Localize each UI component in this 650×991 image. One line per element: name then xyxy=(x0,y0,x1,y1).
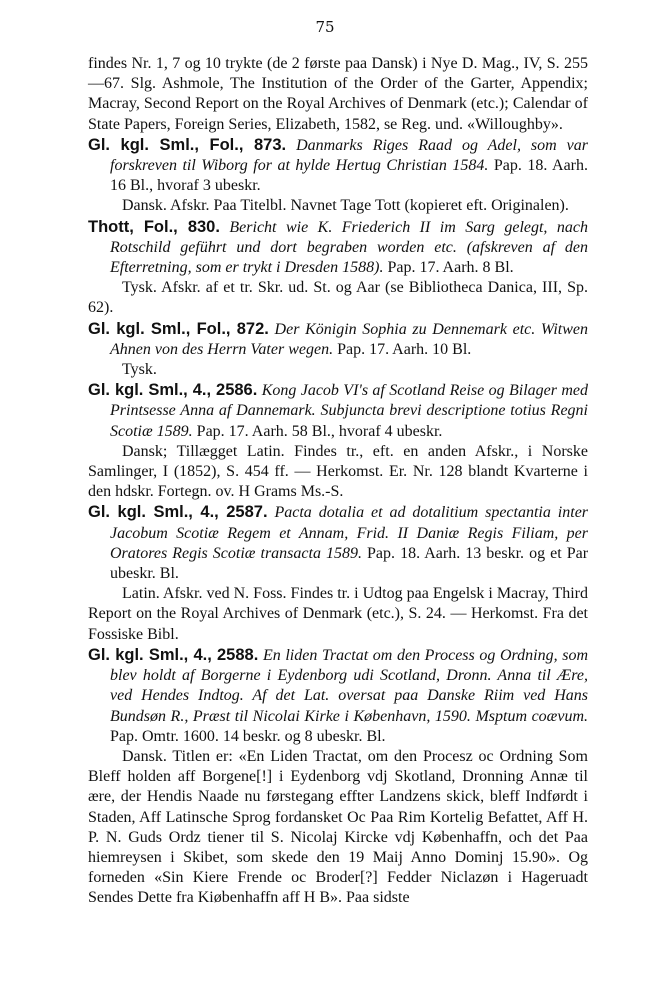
catalog-entry xyxy=(88,645,588,909)
catalog-entry xyxy=(88,319,588,381)
entry-title: Pacta dotalia et ad dotalitium spectantia inter Jacobum Scotiæ Regem et Annam, Frid. II Daniæ Regis Filiam, per Oratores Regis Scotiæ transacta 1589. xyxy=(110,504,589,562)
entry-note: Tysk. xyxy=(122,361,157,379)
entry-main xyxy=(88,319,588,360)
entry-heading: Gl. kgl. Sml., Fol., 873. xyxy=(88,135,287,154)
entry-title: Bericht wie K. Friederich II im Sarg gelegt, nach Rotschild geführt und dort begraben worden etc. (afskreven af den Efterretning, som er trykt i Dresden 1588). xyxy=(110,218,589,277)
catalog-entry xyxy=(88,217,588,319)
entry-note: Latin. Afskr. ved N. Foss. Findes tr. i Udtog paa Engelsk i Macray, Third Report on the Royal Archives of Denmark (etc.), S. 24. — Herkomst. Fra det Fossiske Bibl. xyxy=(88,585,588,643)
entry-title: Kong Jacob VI's af Scotland Reise og Bilager med Printsesse Anna af Dannemark. Subjuncta brevi descriptione totius Regni Scotiæ 1589. xyxy=(110,382,589,440)
entry-heading: Gl. kgl. Sml., 4., 2586. xyxy=(88,381,258,400)
catalog-entry xyxy=(88,380,588,502)
document-body xyxy=(88,54,588,909)
entry-title: En liden Tractat om den Process og Ordning, som blev holdt af Borgerne i Eydenborg udi Scotland, Dronn. Anna til Ære, ved Hendes Indtog. Af det Lat. oversat paa Danske Riim ved Hans Bundsøn R., Præst til Nicolai Kirke i København, 1590. Msptum coævum. xyxy=(110,646,589,725)
entry-note: Dansk; Tillægget Latin. Findes tr., eft. en anden Afskr., i Norske Samlinger, I (1852), S. 454 ff. — Herkomst. Er. Nr. 128 blandt Kvarterne i den hdskr. Fortegn. ov. H Grams Ms.-S. xyxy=(88,442,588,501)
entry-heading: Gl. kgl. Sml., Fol., 872. xyxy=(88,319,269,338)
paragraph-intro: findes Nr. 1, 7 og 10 trykte (de 2 første paa Dansk) i Nye D. Mag., IV, S. 255—67. Slg. Ashmole, The Institution of the Order of the Garter, Appendix; Macray, Second Report on the Royal Archives of Denmark (etc.); Calendar of State Papers, Foreign Series, Elizabeth, 1582, se Reg. und. «Willoughby». xyxy=(88,55,588,133)
entry-title: Danmarks Riges Raad og Adel, som var forskreven til Wiborg for at hylde Hertug Christian 1584. xyxy=(110,136,588,175)
entry-note: Dansk. Afskr. Paa Titelbl. Navnet Tage Tott (kopieret eft. Originalen). xyxy=(122,197,569,215)
entry-note: Dansk. Titlen er: «En Liden Tractat, om den Procesz oc Ordning Som Bleff holden aff Borgene[!] i Eydenborg vdj Skotland, Dronning Annæ til ære, der Hendis Naade nu førstegang effter Landzens skick, bleff Indførdt i Staden, Aff Latinsche Sprog fordansket Oc Paa Rim Kortelig Befattet, Aff H. P. N. Guds Ordz tiener til S. Nicolaj Kircke vdj Københaffn, och det Paa hiemreysen i Skibet, som skede den 19 Maij Anno Dominj 15.90». Og forneden «Sin Kiere Frende oc Broder[?] Fedder Niclazøn i Hageruadt Sendes Dette fra Kiøbenhaffn aff H B». Paa sidste xyxy=(88,747,588,907)
entry-main xyxy=(88,502,588,584)
entry-meta: Pap. 17. Aarh. 58 Bl., hvoraf 4 ubeskr. xyxy=(196,422,443,440)
entry-meta: Pap. 17. Aarh. 8 Bl. xyxy=(387,259,514,277)
entry-meta: Pap. 17. Aarh. 10 Bl. xyxy=(337,340,472,358)
entry-meta: Pap. 18. Aarh. 16 Bl., hvoraf 3 ubeskr. xyxy=(110,157,588,195)
entry-note: Tysk. Afskr. af et tr. Skr. ud. St. og Aar (se Bibliotheca Danica, III, Sp. 62). xyxy=(88,279,588,317)
entry-main xyxy=(88,217,588,279)
entry-meta: Pap. 18. Aarh. 13 beskr. og et Par ubeskr. Bl. xyxy=(110,544,589,583)
entry-heading: Gl. kgl. Sml., 4., 2588. xyxy=(88,645,259,664)
entry-meta: Pap. Omtr. 1600. 14 beskr. og 8 ubeskr. Bl. xyxy=(110,727,386,745)
page-number: 75 xyxy=(315,18,335,36)
entry-main xyxy=(88,645,588,747)
catalog-entry xyxy=(88,502,588,644)
entry-main xyxy=(88,380,588,442)
entry-main xyxy=(88,135,588,197)
entry-title: Der Königin Sophia zu Dennemark etc. Witwen Ahnen von des Herrn Vater wegen. xyxy=(110,320,589,358)
catalog-entry xyxy=(88,135,588,217)
entry-heading: Thott, Fol., 830. xyxy=(88,217,220,236)
entry-heading: Gl. kgl. Sml., 4., 2587. xyxy=(88,503,268,522)
